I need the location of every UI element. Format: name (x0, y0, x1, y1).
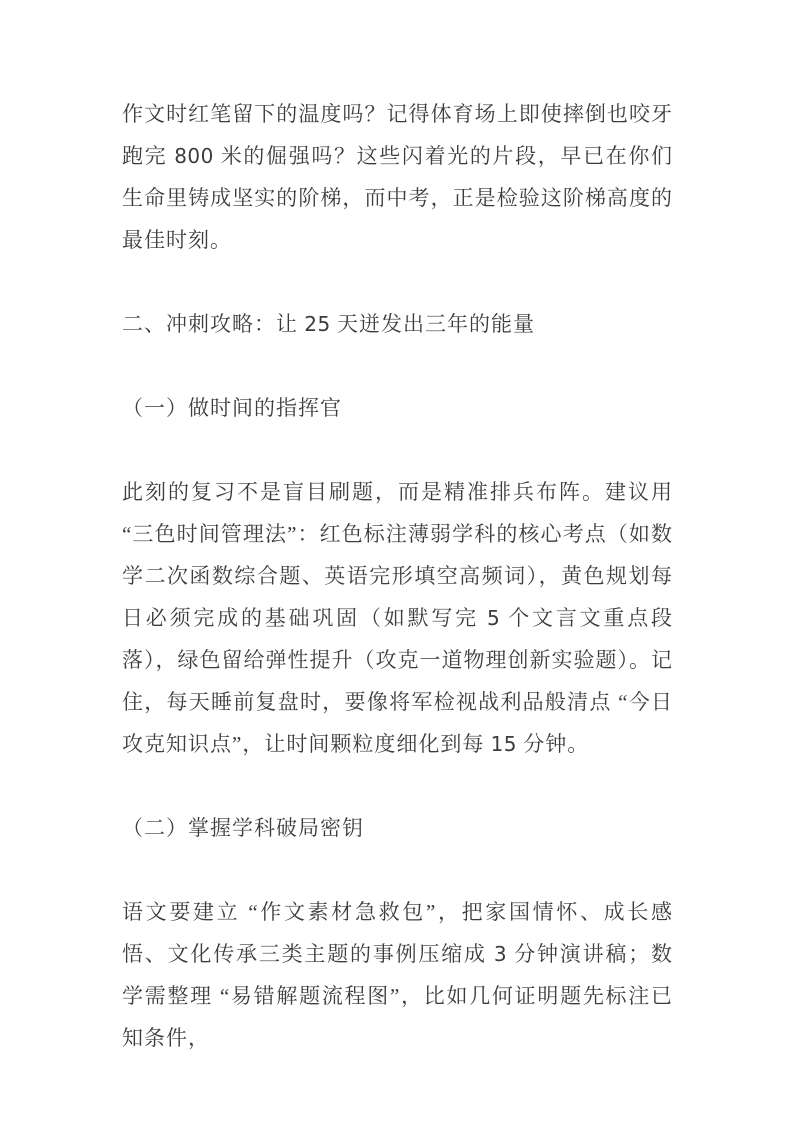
subsection-heading-1: （一）做时间的指挥官 (122, 396, 342, 420)
body-paragraph: 语文要建立 “作文素材急救包”，把家国情怀、成长感悟、文化传承三类主题的事例压缩成 3 分钟演讲稿；数学需整理 “易错解题流程图”，比如几何证明题先标注已知条件， (122, 900, 674, 1050)
numeral: 800 (174, 144, 214, 168)
numeral: 25 (304, 312, 331, 336)
subsection-heading-2: （二）掌握学科破局密钥 (122, 816, 364, 840)
numeral: 15 (490, 732, 518, 756)
body-paragraph-continuation: 作文时红笔留下的温度吗？记得体育场上即使摔倒也咬牙跑完 800 米的倔强吗？这些闪着光的片段，早已在你们生命里铸成坚实的阶梯，而中考，正是检验这阶梯高度的最佳时刻。 (122, 102, 674, 252)
section-heading: 二、冲刺攻略：让 25 天迸发出三年的能量 (122, 312, 535, 336)
body-paragraph: 此刻的复习不是盲目刷题，而是精准排兵布阵。建议用 “三色时间管理法”：红色标注薄弱学科的核心考点（如数学二次函数综合题、英语完形填空高频词），黄色规划每日必须完成的基础巩固（如默写完 5 个文言文重点段落），绿色留给弹性提升（攻克一道物理创新实验题）。记住，每天睡前复盘时，要像将军检视战利品般清点 “今日攻克知识点”，让时间颗粒度细化到每 15 分钟。 (122, 480, 674, 756)
numeral: 3 (493, 942, 508, 966)
numeral: 5 (486, 606, 501, 630)
